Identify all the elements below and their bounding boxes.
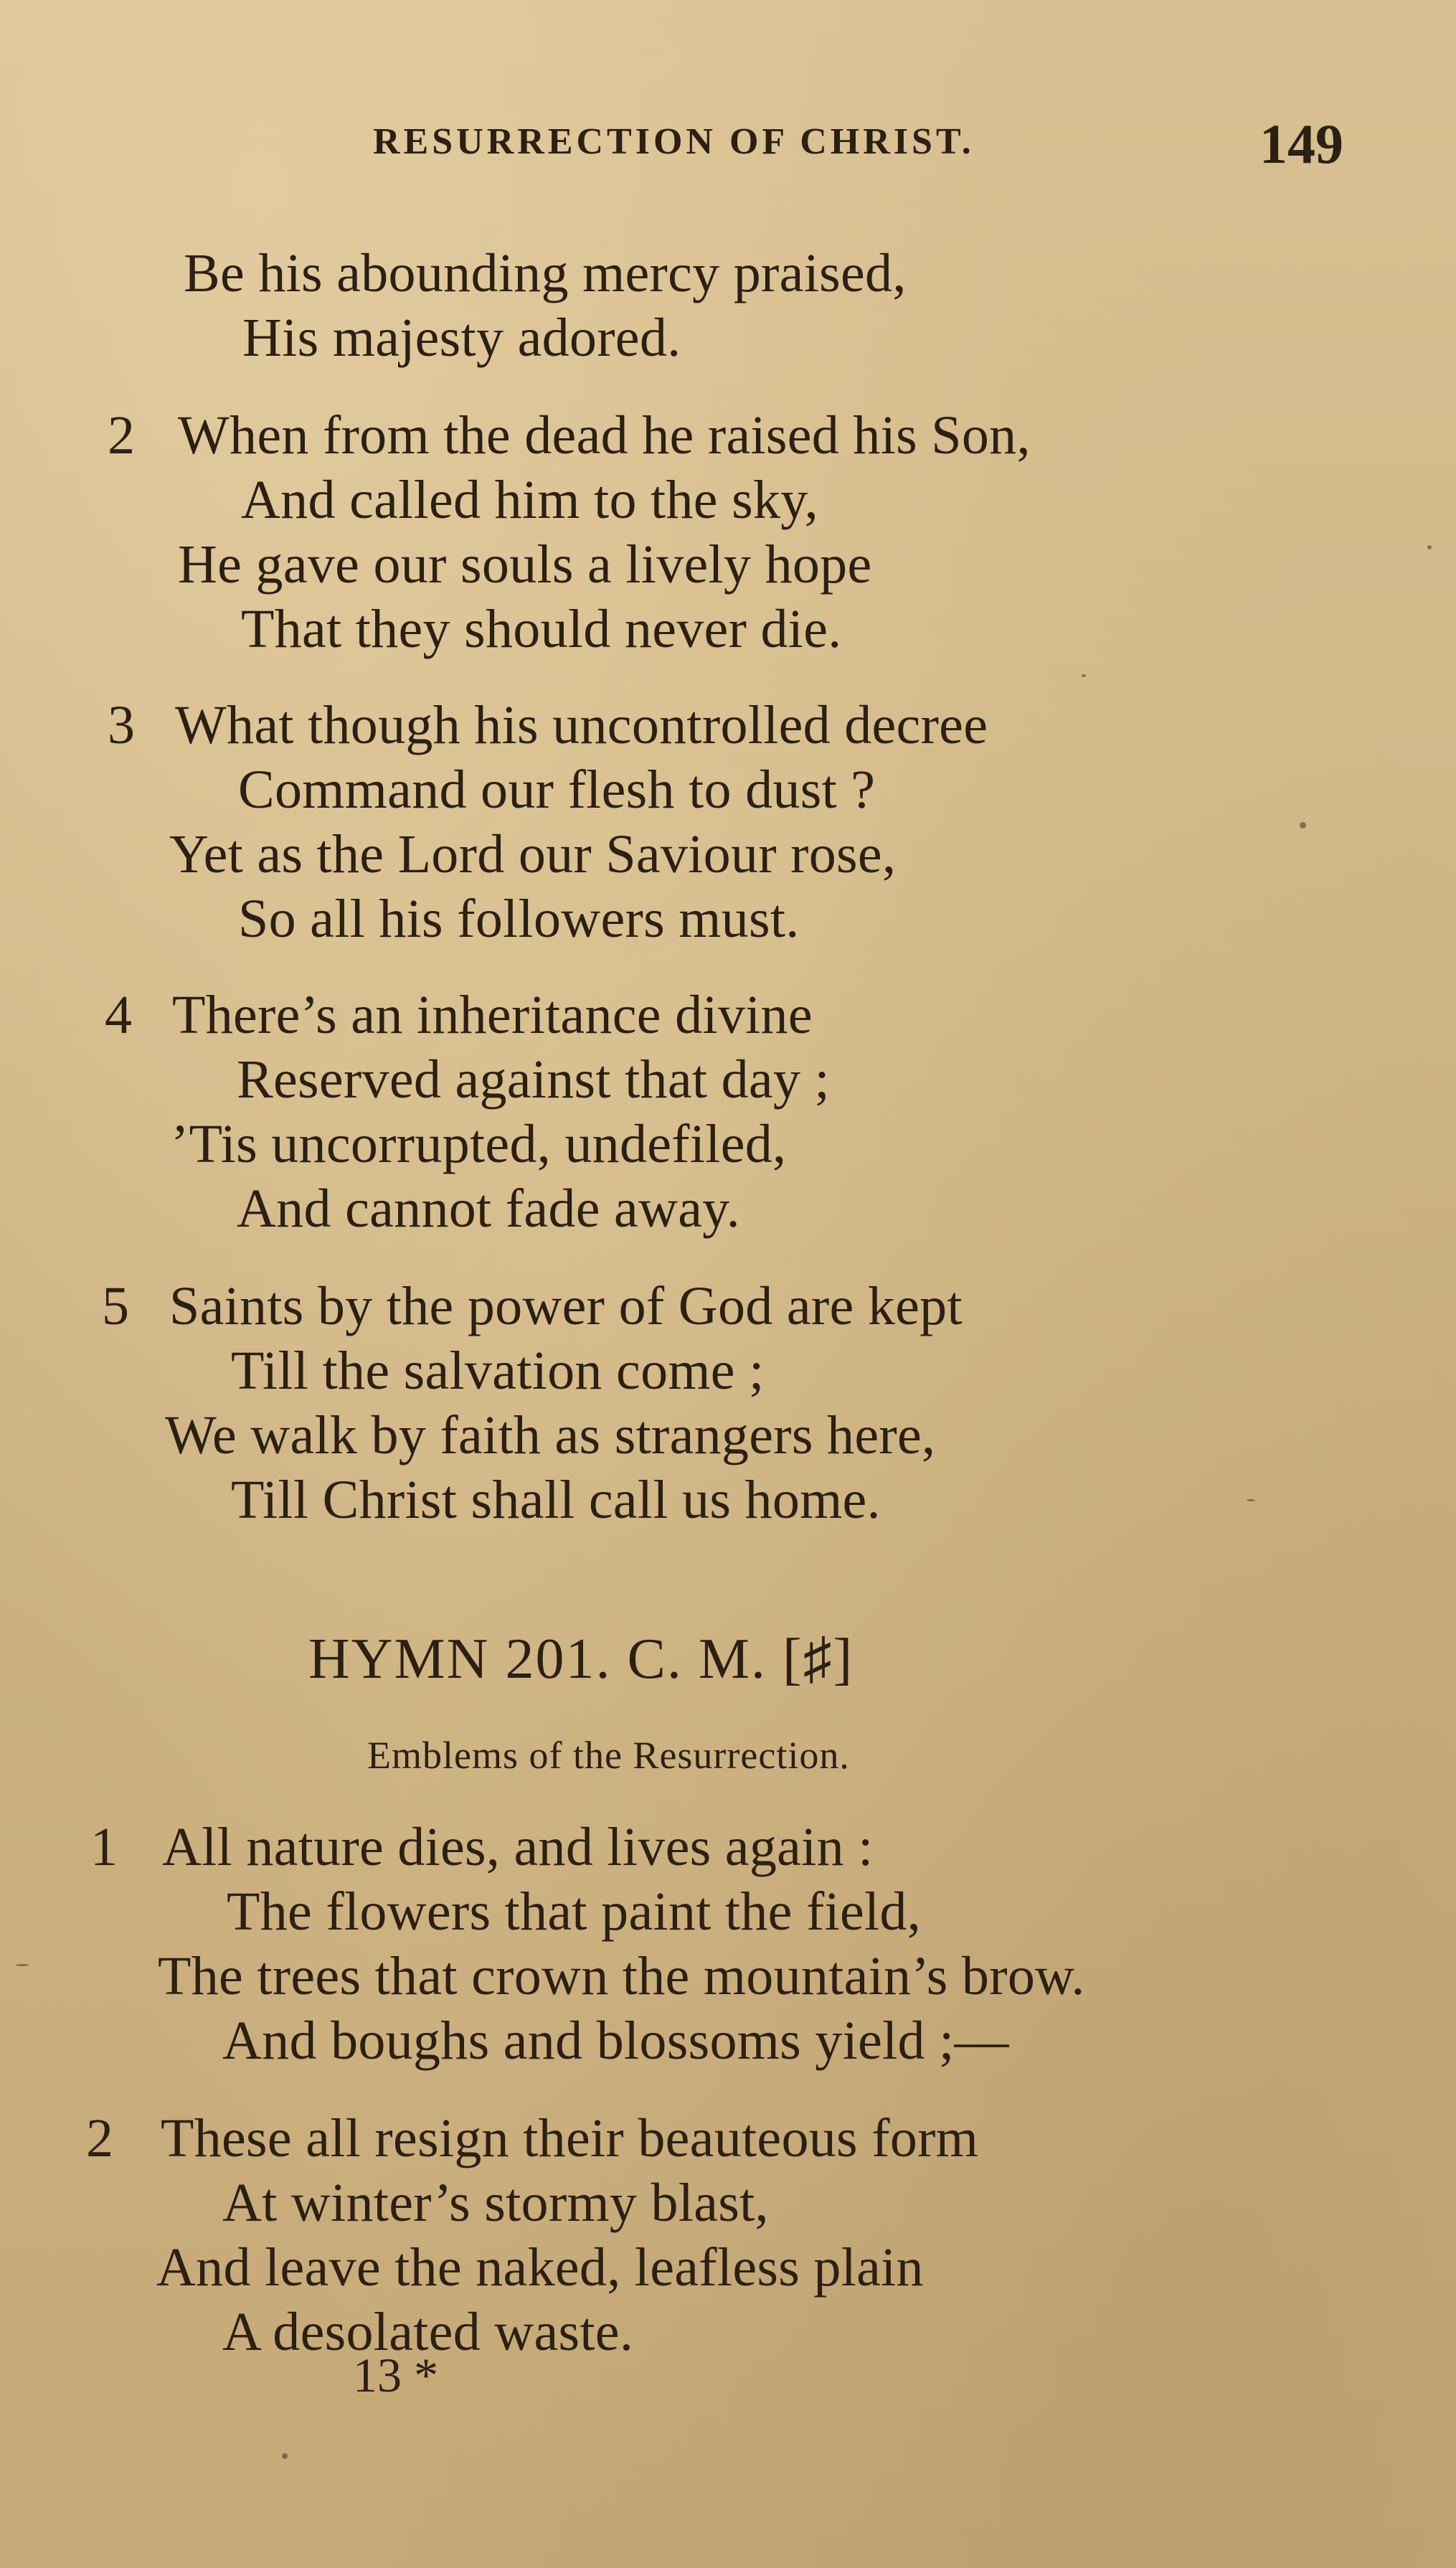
stanza-line: His majesty adored. [242,308,681,368]
stanza-number: 4 [105,985,132,1045]
stanza-number: 1 [90,1817,118,1877]
page-number: 149 [1259,113,1343,175]
stanza-line: And boughs and blossoms yield ;— [222,2011,1009,2071]
stanza-line: Saints by the power of God are kept [169,1276,963,1336]
paper-speck [1427,545,1432,549]
stanza-line: That they should never die. [241,599,842,659]
hymn-heading: HYMN 201. C. M. [♯] [308,1628,854,1691]
stanza-line: At winter’s stormy blast, [222,2173,769,2233]
stanza-line: We walk by faith as strangers here, [165,1405,936,1465]
signature-mark: 13 * [353,2348,438,2402]
stanza-line: He gave our souls a lively hope [178,534,872,595]
hymn-subtitle: Emblems of the Resurrection. [367,1734,850,1777]
paper-speck [1300,822,1306,829]
stanza-line: The trees that crown the mountain’s brow. [158,1946,1085,2006]
stanza-line: These all resign their beauteous form [161,2108,979,2168]
paper-speck [1082,674,1086,677]
stanza-line: What though his uncontrolled decree [175,695,988,755]
stanza-line: There’s an inheritance divine [172,985,813,1045]
stanza-line: Till Christ shall call us home. [231,1470,881,1530]
stanza-number: 2 [86,2108,113,2168]
stanza-number: 2 [108,405,135,466]
stanza-line: Be his abounding mercy praised, [184,243,907,303]
paper-speck [16,1964,29,1966]
stanza-line: All nature dies, and lives again : [162,1817,874,1877]
stanza-line: And called him to the sky, [241,470,818,530]
stanza-line: When from the dead he raised his Son, [178,405,1031,466]
stanza-line: Reserved against that day ; [237,1049,830,1110]
running-header-title: RESURRECTION OF CHRIST. [373,121,975,162]
stanza-line: Command our flesh to dust ? [238,760,876,820]
stanza-line: And cannot fade away. [237,1179,740,1239]
stanza-line: A desolated waste. [222,2302,634,2362]
paper-speck [1247,1499,1255,1501]
stanza-line: So all his followers must. [238,889,800,949]
stanza-line: ’Tis uncorrupted, undefiled, [171,1114,787,1174]
stanza-line: Till the salvation come ; [231,1341,765,1401]
stanza-number: 3 [108,695,135,755]
paper-speck [282,2453,288,2459]
stanza-line: Yet as the Lord our Saviour rose, [169,824,897,884]
stanza-line: The flowers that paint the field, [227,1882,922,1942]
stanza-line: And leave the naked, leafless plain [156,2237,924,2298]
stanza-number: 5 [102,1276,129,1336]
